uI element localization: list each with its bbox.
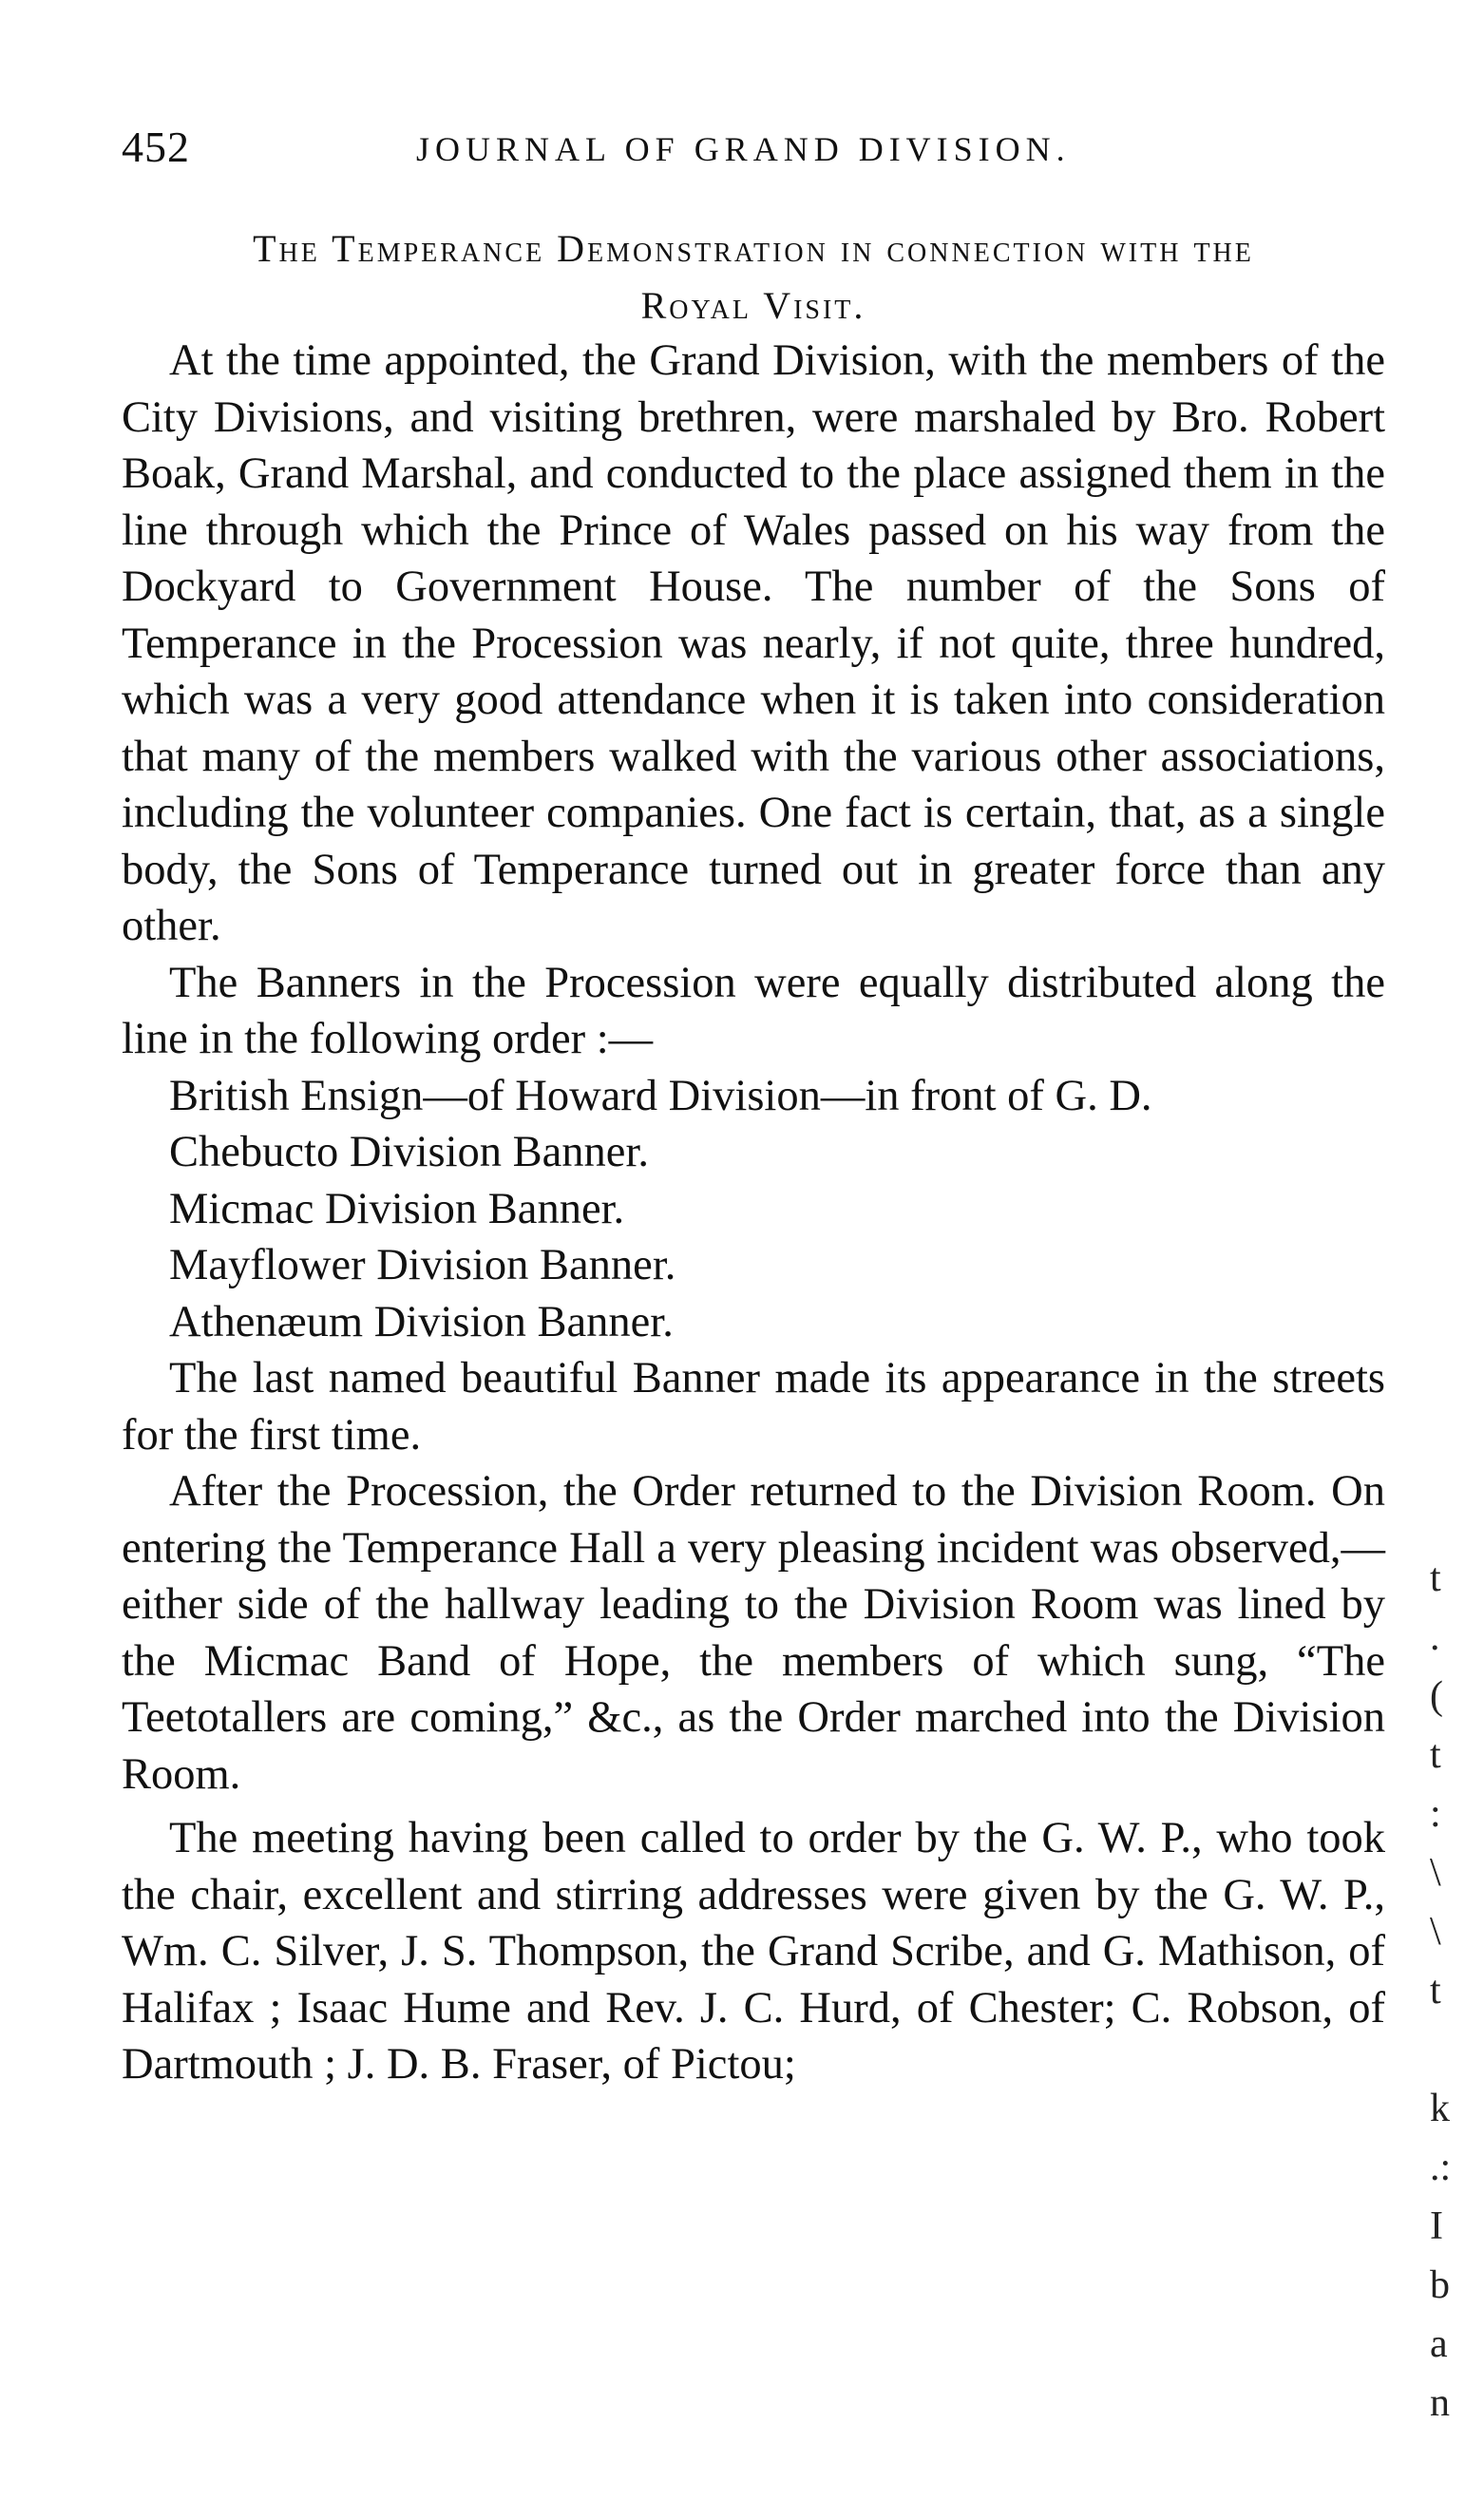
margin-mark: : bbox=[1430, 1792, 1441, 1836]
paragraph-meeting: The meeting having been called to order by the G. W. P., who took the chair, excellent and stirring addresses were given by the G. W. P., Wm. C. Silver, J. S. Thompson, the Grand Scribe, and G. Mathison, of Halifax ; Isaac Hume and Rev. J. C. Hurd, of Chester; C. Robson, of Dartmouth ; J. D. B. Fraser, of Pictou; bbox=[122, 1814, 1385, 2089]
facing-page-bleed bbox=[1430, 1549, 1468, 2433]
margin-mark: \ bbox=[1430, 1910, 1441, 1954]
banner-list-item: Chebucto Division Banner. bbox=[169, 1128, 649, 1176]
paragraph-division-room: After the Procession, the Order returned to the Division Room. On entering the Temperance Hall a very pleasing incident was observed,—either side of the hallway leading to the Division Room was lined by the Micmac Band of Hope, the members of which sung, “The Teetotallers are coming,” &c., as the Order marched into the Division Room. bbox=[122, 1467, 1385, 1799]
section-title bbox=[122, 220, 1385, 334]
page-number: 452 bbox=[122, 123, 190, 171]
banner-list-item: British Ensign—of Howard Division—in front of G. D. bbox=[169, 1071, 1152, 1120]
margin-mark: t bbox=[1430, 1733, 1441, 1777]
page-header bbox=[122, 122, 1385, 179]
margin-mark bbox=[1430, 2020, 1468, 2079]
margin-mark: n bbox=[1430, 2381, 1450, 2425]
margin-mark: .: bbox=[1430, 2146, 1452, 2189]
margin-mark: . bbox=[1430, 1615, 1440, 1659]
paragraph-gap bbox=[122, 1803, 1385, 1810]
paragraph-last-banner: The last named beautiful Banner made its appearance in the streets for the first time. bbox=[122, 1354, 1385, 1460]
margin-mark: t bbox=[1430, 1969, 1441, 2013]
body-text bbox=[122, 333, 1385, 2093]
margin-mark: a bbox=[1430, 2322, 1448, 2366]
paragraph-procession: At the time appointed, the Grand Division, with the members of the City Divisions, and visiting brethren, were marshaled by Bro. Robert Boak, Grand Marshal, and conducted to the place assigned them in the line through which the Prince of Wales passed on his way from the Dockyard to Government House. The number of the Sons of Temperance in the Procession was nearly, if not quite, three hundred, which was a very good attendance when it is taken into consideration that many of the members walked with the various other associations, including the volunteer companies. One fact is certain, that, as a single body, the Sons of Temperance turned out in greater force than any other. bbox=[122, 336, 1385, 950]
banner-list-item: Micmac Division Banner. bbox=[169, 1184, 625, 1233]
banner-list-item: Mayflower Division Banner. bbox=[169, 1241, 676, 1289]
running-head: JOURNAL OF GRAND DIVISION. bbox=[416, 130, 1071, 168]
margin-mark: t bbox=[1430, 1556, 1441, 1600]
margin-mark: ( bbox=[1430, 1674, 1443, 1718]
section-title-line-1: The Temperance Demonstration in connection with the bbox=[253, 227, 1254, 270]
section-title-line-2: Royal Visit. bbox=[640, 284, 866, 327]
banner-list-item: Athenæum Division Banner. bbox=[169, 1297, 674, 1346]
paragraph-banners-intro: The Banners in the Procession were equally distributed along the line in the following order :— bbox=[122, 958, 1385, 1063]
margin-mark: \ bbox=[1430, 1851, 1441, 1895]
margin-mark: b bbox=[1430, 2263, 1450, 2307]
margin-mark: k bbox=[1430, 2087, 1450, 2130]
margin-mark: I bbox=[1430, 2204, 1443, 2248]
